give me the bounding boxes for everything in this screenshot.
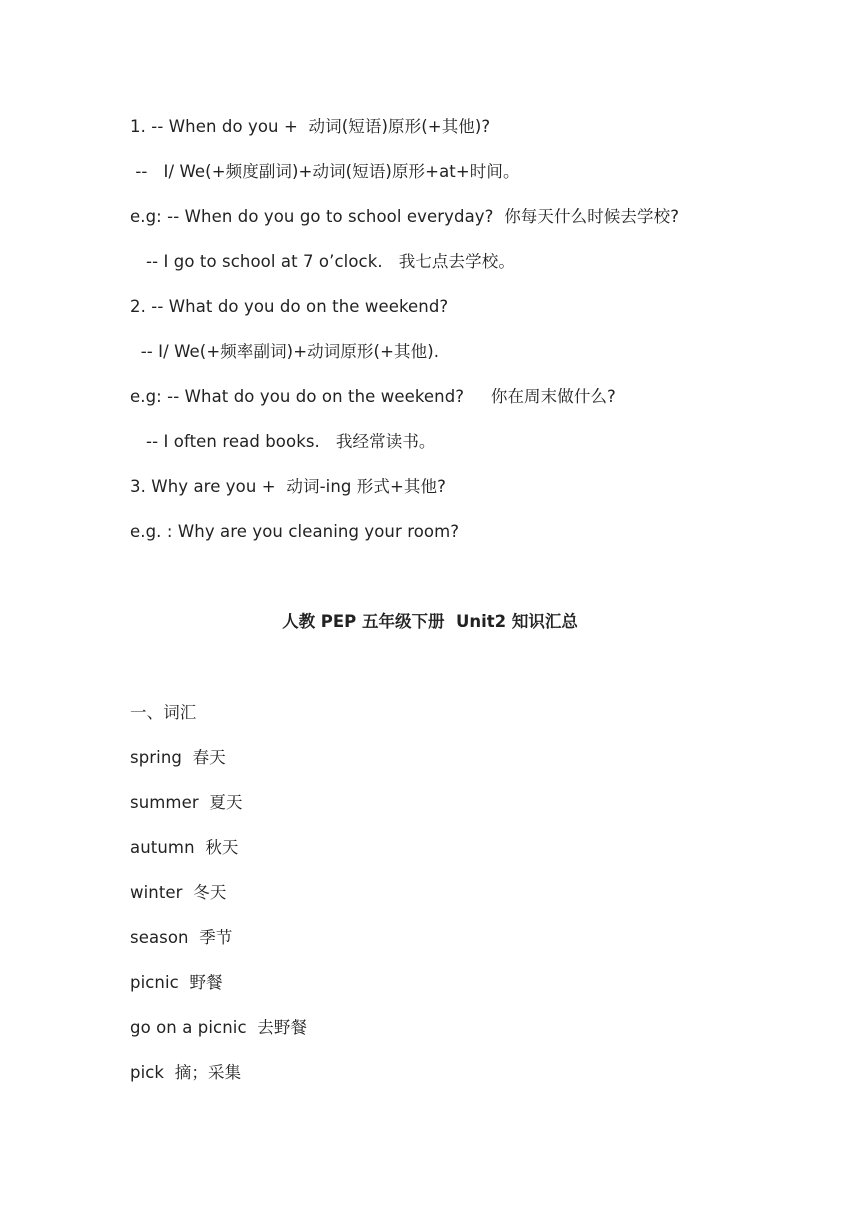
grammar-pattern-1-question: 1. -- When do you + 动词(短语)原形(+其他)?	[130, 117, 491, 136]
grammar-pattern-2-answer: -- I/ We(+频率副词)+动词原形(+其他).	[130, 342, 440, 361]
grammar-pattern-2-question: 2. -- What do you do on the weekend?	[130, 297, 449, 316]
vocab-item: summer 夏天	[130, 793, 243, 812]
vocab-heading: 一、词汇	[130, 703, 197, 722]
vocab-item: season 季节	[130, 928, 233, 947]
vocab-item: picnic 野餐	[130, 973, 223, 992]
vocab-item: spring 春天	[130, 748, 226, 767]
section-title: 人教 PEP 五年级下册 Unit2 知识汇总	[282, 612, 578, 631]
vocab-item: winter 冬天	[130, 883, 227, 902]
grammar-pattern-3-example: e.g. : Why are you cleaning your room?	[130, 522, 460, 541]
grammar-pattern-1-example: e.g: -- When do you go to school everyday? 你每天什么时候去学校?	[130, 207, 680, 226]
vocab-item: autumn 秋天	[130, 838, 239, 857]
vocab-item: go on a picnic 去野餐	[130, 1018, 308, 1037]
vocab-item: pick 摘；采集	[130, 1063, 242, 1082]
grammar-pattern-1-example-answer: -- I go to school at 7 o’clock. 我七点去学校。	[130, 252, 515, 271]
grammar-pattern-1-answer: -- I/ We(+频度副词)+动词(短语)原形+at+时间。	[130, 162, 520, 181]
grammar-pattern-2-example-answer: -- I often read books. 我经常读书。	[130, 432, 436, 451]
grammar-pattern-2-example: e.g: -- What do you do on the weekend? 你在周末做什么?	[130, 387, 616, 406]
grammar-pattern-3-question: 3. Why are you + 动词-ing 形式+其他?	[130, 477, 446, 496]
